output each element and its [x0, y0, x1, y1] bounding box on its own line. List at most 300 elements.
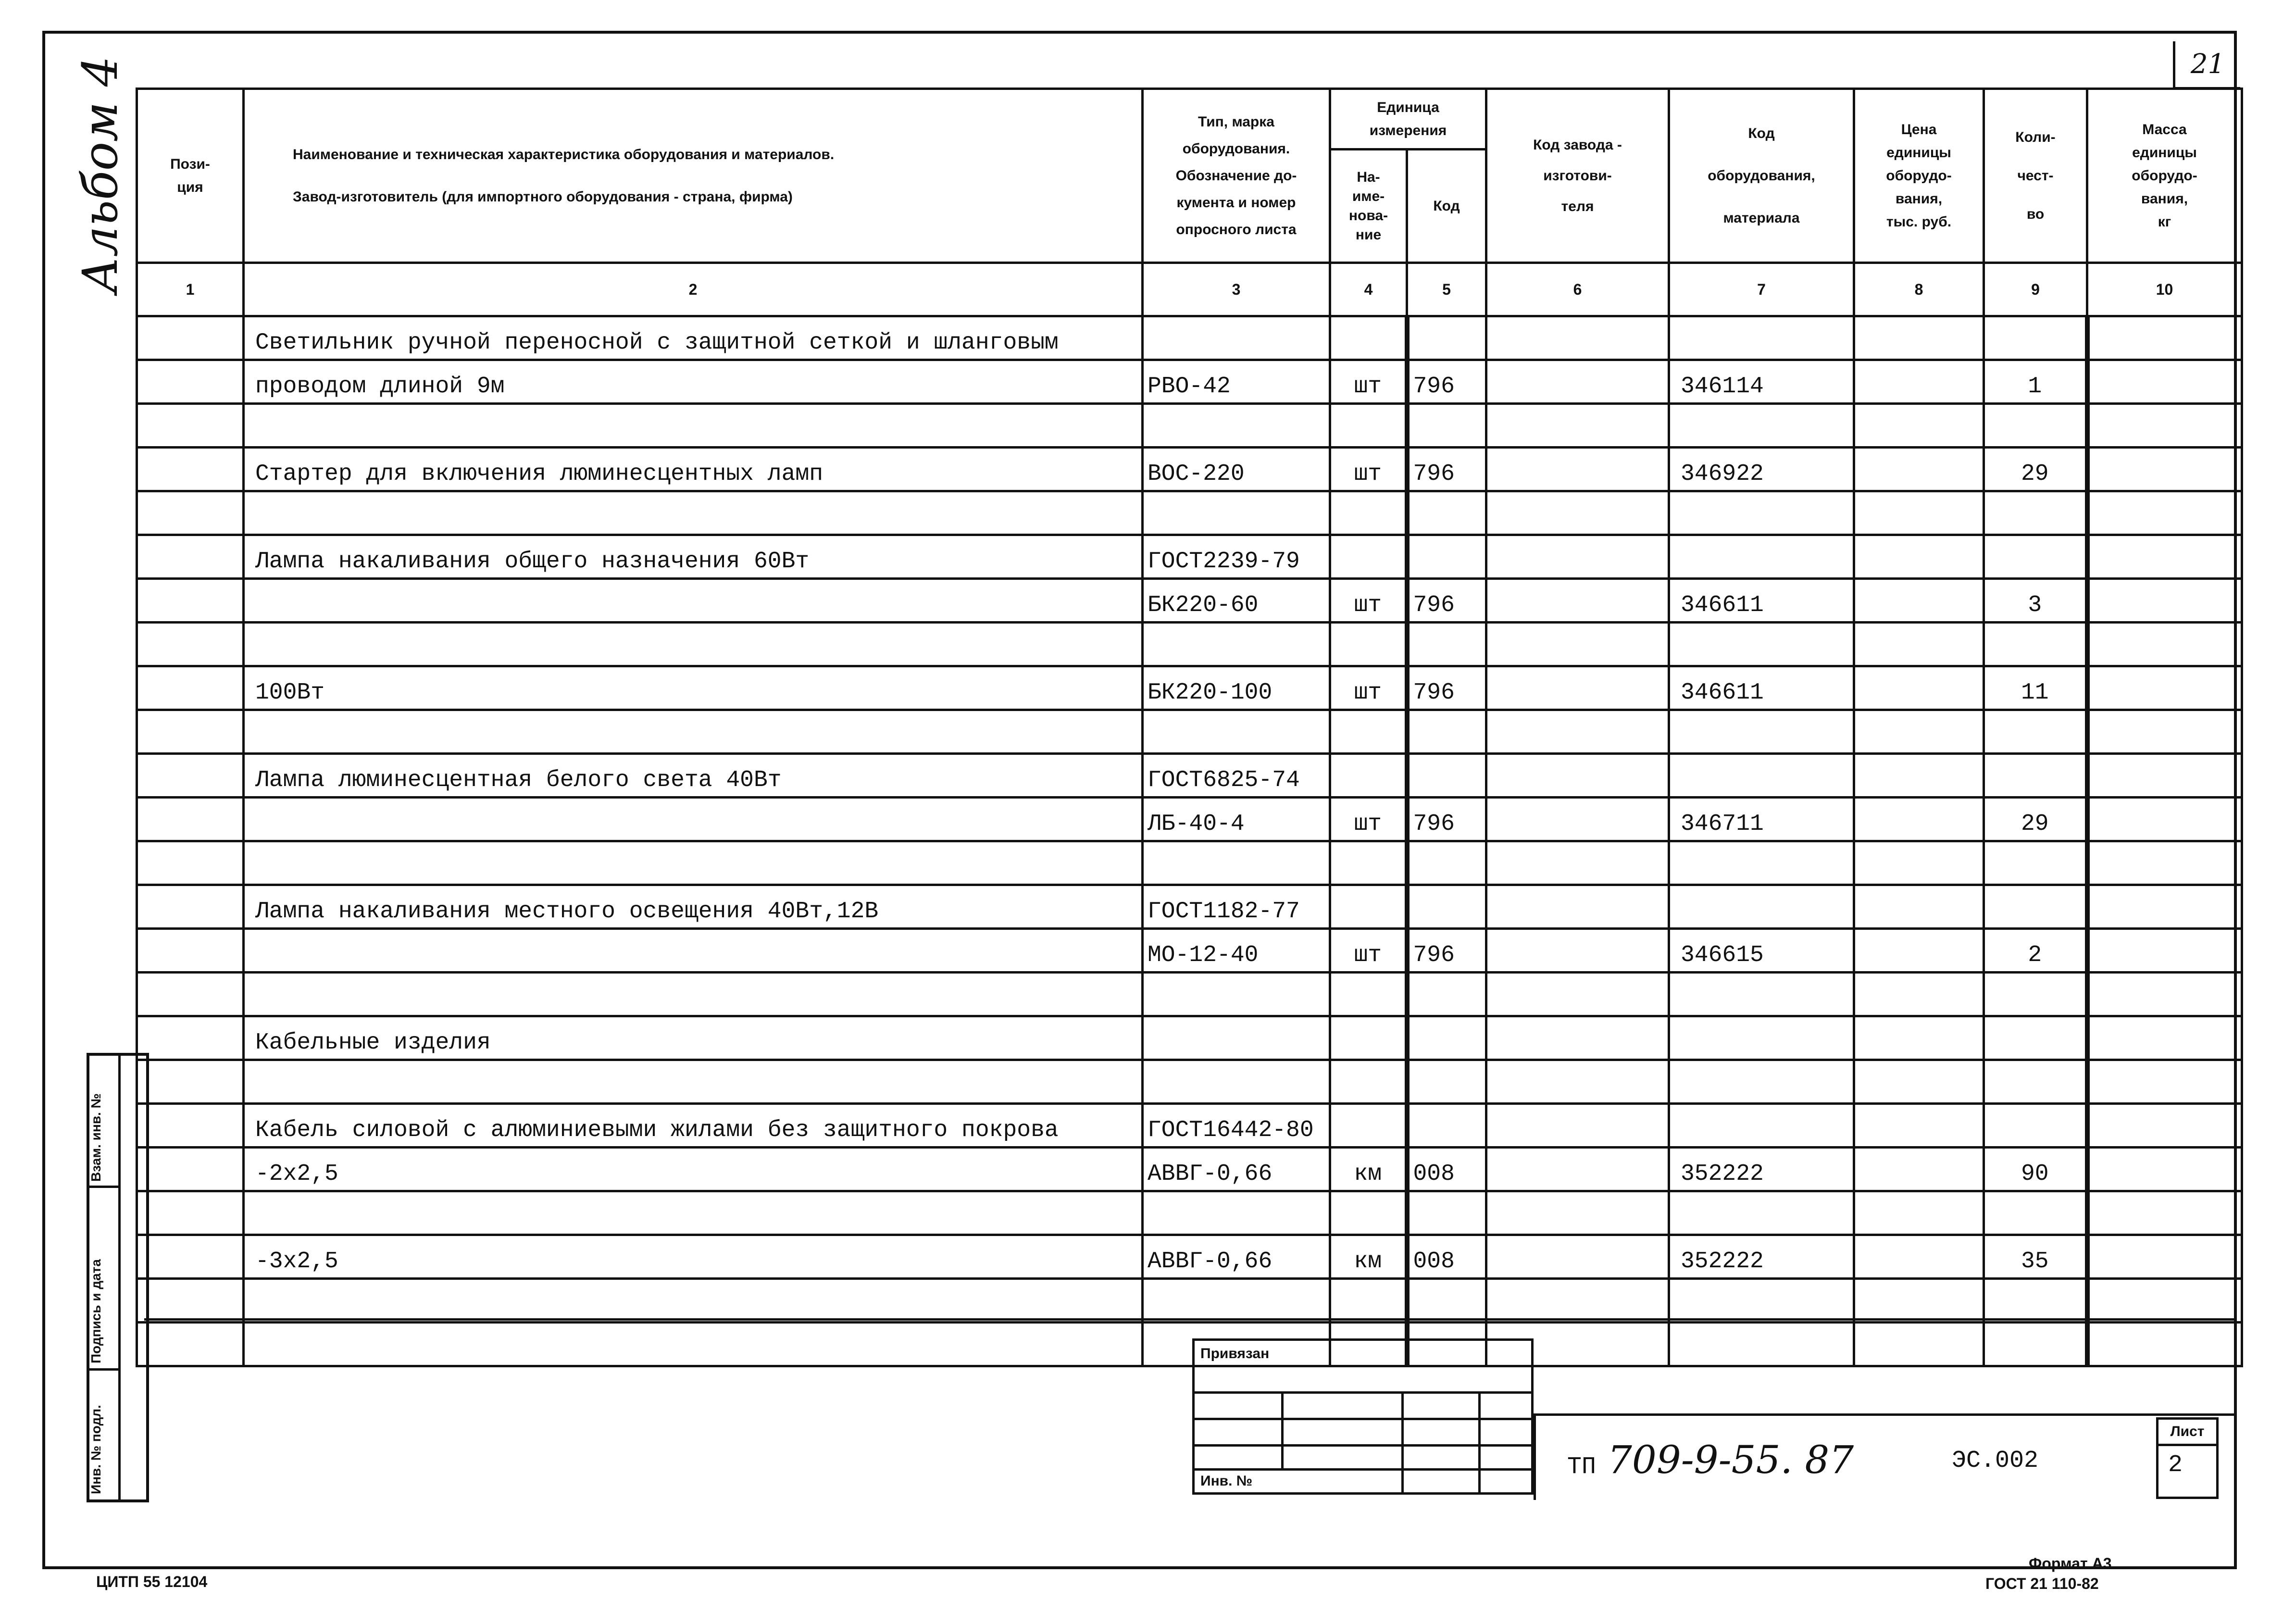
cell-qty: [1984, 1323, 2087, 1366]
sheet-number-box: [2156, 1417, 2219, 1499]
cell-name: [244, 798, 1143, 841]
cell-type: ВОС-220: [1143, 448, 1330, 491]
cell-empty: [1486, 1279, 1669, 1323]
cell-empty: [2087, 1191, 2242, 1235]
cell-code: 346611: [1669, 579, 1854, 623]
doc-suffix: ЭС.002: [1952, 1447, 2039, 1474]
cell-unit_code: 008: [1407, 1235, 1486, 1279]
cell-unit_code: [1407, 841, 1486, 885]
cell-empty: [1854, 666, 1984, 710]
cell-empty: [137, 448, 244, 491]
cell-empty: [2087, 1279, 2242, 1323]
cell-type: [1143, 1279, 1330, 1323]
cell-empty: [137, 885, 244, 929]
cell-empty: [1854, 1279, 1984, 1323]
cell-name: [244, 404, 1143, 448]
cell-empty: [1486, 579, 1669, 623]
header-mass: Масса единицы оборудо- вания, кг: [2087, 89, 2242, 263]
table-row: [137, 448, 2242, 491]
cell-code: [1669, 1104, 1854, 1148]
table-row: [137, 491, 2242, 535]
table-row: [137, 579, 2242, 623]
cell-empty: [1486, 535, 1669, 579]
cell-empty: [1854, 1235, 1984, 1279]
cell-empty: [2087, 798, 2242, 841]
cell-unit_code: 796: [1407, 448, 1486, 491]
stamp-vline: [1401, 1391, 1404, 1495]
cell-empty: [137, 360, 244, 404]
col-number: 2: [244, 263, 1143, 316]
cell-unit_code: 008: [1407, 1148, 1486, 1191]
cell-empty: [1854, 798, 1984, 841]
table-row: [137, 885, 2242, 929]
cell-empty: [1486, 404, 1669, 448]
cell-unit_code: [1407, 973, 1486, 1016]
table-row: [137, 535, 2242, 579]
cell-qty: [1984, 623, 2087, 666]
vzam-label: Взам. инв. №: [88, 1093, 103, 1182]
cell-name: Светильник ручной переносной с защитной сеткой и шланговым: [244, 316, 1143, 360]
cell-unit_code: [1407, 710, 1486, 754]
cell-empty: [2087, 623, 2242, 666]
cell-empty: [1854, 1060, 1984, 1104]
cell-code: 346711: [1669, 798, 1854, 841]
cell-name: Стартер для включения люминесцентных ламп: [244, 448, 1143, 491]
side-approval-strip: [87, 1053, 149, 1502]
inv-no-label: Инв. №: [1200, 1473, 1253, 1489]
cell-type: БК220-100: [1143, 666, 1330, 710]
stamp-line: [1195, 1418, 1531, 1420]
cell-unit_code: 796: [1407, 579, 1486, 623]
cell-empty: [137, 1279, 244, 1323]
cell-empty: [1486, 1235, 1669, 1279]
cell-code: [1669, 973, 1854, 1016]
cell-empty: [1486, 666, 1669, 710]
strip-divider: [118, 1056, 121, 1499]
table-row: [137, 973, 2242, 1016]
cell-empty: [1486, 1191, 1669, 1235]
cell-name: -3х2,5: [244, 1235, 1143, 1279]
cell-code: [1669, 754, 1854, 798]
cell-code: [1669, 1016, 1854, 1060]
col-number: 10: [2087, 263, 2242, 316]
sheet-number: 2: [2168, 1451, 2183, 1479]
binding-stamp: [1192, 1338, 1534, 1495]
cell-empty: [137, 316, 244, 360]
cell-empty: [137, 798, 244, 841]
table-row: [137, 1104, 2242, 1148]
cell-empty: [137, 491, 244, 535]
cell-empty: [137, 666, 244, 710]
table-row: [137, 1060, 2242, 1104]
col-number: 6: [1486, 263, 1669, 316]
cell-type: ЛБ-40-4: [1143, 798, 1330, 841]
cell-empty: [2087, 1235, 2242, 1279]
cell-empty: [2087, 754, 2242, 798]
table-row: [137, 1016, 2242, 1060]
cell-name: [244, 973, 1143, 1016]
cell-name: Кабель силовой с алюминиевыми жилами без защитного покрова: [244, 1104, 1143, 1148]
column-numbers-row: [137, 263, 2242, 316]
cell-empty: [137, 404, 244, 448]
cell-empty: [137, 1060, 244, 1104]
cell-empty: [2087, 841, 2242, 885]
cell-code: 352222: [1669, 1148, 1854, 1191]
cell-empty: [2087, 1148, 2242, 1191]
cell-empty: [2087, 360, 2242, 404]
cell-unit_code: [1407, 404, 1486, 448]
cell-empty: [2087, 973, 2242, 1016]
cell-empty: [1854, 623, 1984, 666]
cell-empty: [2087, 316, 2242, 360]
cell-unit_code: [1407, 1191, 1486, 1235]
cell-unit: [1330, 491, 1407, 535]
cell-name: Лампа накаливания общего назначения 60Вт: [244, 535, 1143, 579]
cell-name: Лампа накаливания местного освещения 40Вт,12В: [244, 885, 1143, 929]
table-bottom-rule: [144, 1318, 2235, 1321]
cell-empty: [137, 710, 244, 754]
cell-empty: [1854, 535, 1984, 579]
cell-empty: [137, 1148, 244, 1191]
cell-empty: [1854, 885, 1984, 929]
footer-gost: ГОСТ 21 110-82: [1985, 1575, 2099, 1592]
cell-empty: [1486, 360, 1669, 404]
table-row: [137, 710, 2242, 754]
cell-empty: [1854, 929, 1984, 973]
cell-type: ГОСТ6825-74: [1143, 754, 1330, 798]
cell-qty: [1984, 535, 2087, 579]
cell-empty: [1486, 754, 1669, 798]
podpis-label: Подпись и дата: [88, 1259, 103, 1363]
inv-podl-label: Инв. № подл.: [88, 1405, 103, 1494]
table-row: [137, 1235, 2242, 1279]
cell-empty: [1854, 448, 1984, 491]
cell-unit: [1330, 404, 1407, 448]
cell-empty: [137, 1323, 244, 1366]
cell-empty: [1486, 1060, 1669, 1104]
cell-code: 346611: [1669, 666, 1854, 710]
cell-name: [244, 841, 1143, 885]
cell-qty: [1984, 710, 2087, 754]
cell-unit_code: [1407, 491, 1486, 535]
cell-code: [1669, 1279, 1854, 1323]
cell-name: Лампа люминесцентная белого света 40Вт: [244, 754, 1143, 798]
stamp-line: [1195, 1444, 1531, 1447]
cell-unit: [1330, 535, 1407, 579]
cell-qty: 11: [1984, 666, 2087, 710]
cell-qty: 1: [1984, 360, 2087, 404]
cell-unit: [1330, 1104, 1407, 1148]
cell-code: [1669, 1060, 1854, 1104]
cell-empty: [137, 973, 244, 1016]
cell-empty: [1854, 841, 1984, 885]
cell-empty: [1486, 448, 1669, 491]
header-unit-name: На- име- нова- ние: [1330, 150, 1407, 263]
cell-code: [1669, 623, 1854, 666]
cell-unit: шт: [1330, 448, 1407, 491]
header-position: Пози- ция: [137, 89, 244, 263]
cell-empty: [2087, 579, 2242, 623]
cell-empty: [1486, 841, 1669, 885]
cell-type: ГОСТ16442-80: [1143, 1104, 1330, 1148]
cell-type: [1143, 491, 1330, 535]
cell-unit_code: 796: [1407, 666, 1486, 710]
cell-unit: [1330, 754, 1407, 798]
cell-empty: [1486, 491, 1669, 535]
cell-empty: [1486, 885, 1669, 929]
cell-empty: [137, 1235, 244, 1279]
cell-code: [1669, 710, 1854, 754]
cell-unit_code: [1407, 885, 1486, 929]
stamp-line: [1195, 1468, 1531, 1471]
cell-type: [1143, 1016, 1330, 1060]
cell-unit: [1330, 710, 1407, 754]
cell-unit_code: [1407, 1279, 1486, 1323]
footer-format: Формат А3: [2029, 1555, 2112, 1572]
col-number: 1: [137, 263, 244, 316]
cell-code: [1669, 491, 1854, 535]
cell-type: РВО-42: [1143, 360, 1330, 404]
cell-name: [244, 579, 1143, 623]
cell-empty: [137, 841, 244, 885]
cell-empty: [2087, 491, 2242, 535]
cell-unit: шт: [1330, 798, 1407, 841]
cell-empty: [1854, 710, 1984, 754]
cell-empty: [137, 623, 244, 666]
cell-type: [1143, 1060, 1330, 1104]
cell-empty: [2087, 448, 2242, 491]
cell-empty: [1486, 1104, 1669, 1148]
cell-unit: шт: [1330, 929, 1407, 973]
cell-unit: [1330, 316, 1407, 360]
cell-qty: [1984, 404, 2087, 448]
stamp-vline: [1478, 1391, 1481, 1495]
table-row: [137, 316, 2242, 360]
cell-name: [244, 623, 1143, 666]
cell-empty: [1854, 316, 1984, 360]
header-price: Цена единицы оборудо- вания, тыс. руб.: [1854, 89, 1984, 263]
cell-code: [1669, 404, 1854, 448]
cell-empty: [1486, 623, 1669, 666]
cell-type: ГОСТ2239-79: [1143, 535, 1330, 579]
sheet-label: Лист: [2158, 1420, 2216, 1446]
cell-code: 346114: [1669, 360, 1854, 404]
cell-qty: [1984, 1104, 2087, 1148]
cell-type: АВВГ-0,66: [1143, 1235, 1330, 1279]
cell-empty: [1486, 798, 1669, 841]
col-number: 3: [1143, 263, 1330, 316]
cell-unit: [1330, 1279, 1407, 1323]
cell-unit: [1330, 1191, 1407, 1235]
document-code: [1567, 1437, 1854, 1482]
cell-type: [1143, 1191, 1330, 1235]
cell-empty: [2087, 1016, 2242, 1060]
cell-qty: [1984, 754, 2087, 798]
title-rule: [1534, 1413, 2235, 1416]
table-row: [137, 666, 2242, 710]
cell-type: [1143, 316, 1330, 360]
cell-empty: [2087, 929, 2242, 973]
cell-qty: 35: [1984, 1235, 2087, 1279]
cell-empty: [2087, 885, 2242, 929]
cell-code: 352222: [1669, 1235, 1854, 1279]
cell-unit_code: [1407, 1060, 1486, 1104]
cell-unit: шт: [1330, 360, 1407, 404]
cell-empty: [1854, 579, 1984, 623]
table-row: [137, 360, 2242, 404]
title-rule: [1534, 1413, 1536, 1500]
cell-code: [1669, 316, 1854, 360]
stamp-line: [1195, 1391, 1531, 1394]
cell-type: [1143, 623, 1330, 666]
cell-type: [1143, 973, 1330, 1016]
col-number: 7: [1669, 263, 1854, 316]
cell-name: [244, 929, 1143, 973]
cell-unit_code: 796: [1407, 929, 1486, 973]
doc-number: 709-9-55. 87: [1608, 1437, 1854, 1482]
cell-empty: [1486, 973, 1669, 1016]
cell-name: [244, 1279, 1143, 1323]
header-unit-code: Код: [1407, 150, 1486, 263]
cell-unit: [1330, 841, 1407, 885]
cell-empty: [1854, 1323, 1984, 1366]
cell-qty: [1984, 1016, 2087, 1060]
cell-empty: [2087, 1323, 2242, 1366]
cell-empty: [1854, 404, 1984, 448]
cell-empty: [1854, 491, 1984, 535]
cell-qty: [1984, 1279, 2087, 1323]
specification-table: [136, 87, 2243, 1367]
cell-unit_code: 796: [1407, 798, 1486, 841]
cell-code: [1669, 1191, 1854, 1235]
header-equipment-code: Код оборудования, материала: [1669, 89, 1854, 263]
cell-qty: [1984, 1060, 2087, 1104]
header-manufacturer-code: Код завода - изготови- теля: [1486, 89, 1669, 263]
cell-code: 346615: [1669, 929, 1854, 973]
cell-qty: 3: [1984, 579, 2087, 623]
cell-unit_code: 796: [1407, 360, 1486, 404]
cell-empty: [2087, 710, 2242, 754]
cell-qty: [1984, 491, 2087, 535]
cell-qty: [1984, 316, 2087, 360]
cell-qty: [1984, 1191, 2087, 1235]
cell-unit_code: [1407, 535, 1486, 579]
table-row: [137, 1148, 2242, 1191]
cell-unit: [1330, 973, 1407, 1016]
cell-code: 346922: [1669, 448, 1854, 491]
footer-left: ЦИТП 55 12104: [96, 1573, 208, 1590]
cell-qty: 2: [1984, 929, 2087, 973]
cell-unit: [1330, 885, 1407, 929]
cell-code: [1669, 1323, 1854, 1366]
table-row: [137, 798, 2242, 841]
sheet-corner-number: 21: [2173, 41, 2240, 89]
vzam-cell: [89, 1056, 118, 1188]
col-number: 8: [1854, 263, 1984, 316]
header-name: Наименование и техническая характеристика оборудования и материалов. Завод-изготовитель (для импортного оборудования - страна, фирма): [244, 89, 1143, 263]
cell-empty: [1854, 1148, 1984, 1191]
table-row: [137, 754, 2242, 798]
cell-type: ГОСТ1182-77: [1143, 885, 1330, 929]
cell-unit: [1330, 1016, 1407, 1060]
table-row: [137, 929, 2242, 973]
cell-empty: [1486, 316, 1669, 360]
cell-empty: [137, 1104, 244, 1148]
cell-empty: [137, 929, 244, 973]
cell-type: АВВГ-0,66: [1143, 1148, 1330, 1191]
table-row: [137, 1191, 2242, 1235]
cell-empty: [1854, 754, 1984, 798]
cell-empty: [137, 754, 244, 798]
cell-name: [244, 491, 1143, 535]
cell-unit: шт: [1330, 666, 1407, 710]
cell-unit: шт: [1330, 579, 1407, 623]
cell-type: [1143, 841, 1330, 885]
cell-unit_code: [1407, 316, 1486, 360]
cell-empty: [1486, 710, 1669, 754]
cell-unit_code: [1407, 1104, 1486, 1148]
cell-empty: [137, 535, 244, 579]
cell-name: 100Вт: [244, 666, 1143, 710]
cell-type: МО-12-40: [1143, 929, 1330, 973]
cell-type: [1143, 404, 1330, 448]
col-number: 5: [1407, 263, 1486, 316]
cell-unit: [1330, 1060, 1407, 1104]
cell-empty: [2087, 535, 2242, 579]
stamp-vline: [1281, 1391, 1284, 1468]
inv-podl-cell: [89, 1368, 118, 1499]
header-quantity: Коли- чест- во: [1984, 89, 2087, 263]
cell-code: [1669, 535, 1854, 579]
album-label: Альбом 4: [72, 56, 128, 293]
cell-empty: [1854, 360, 1984, 404]
cell-empty: [1486, 1148, 1669, 1191]
privyazan-label: Привязан: [1200, 1346, 1270, 1362]
cell-unit_code: [1407, 754, 1486, 798]
cell-qty: [1984, 841, 2087, 885]
cell-name: [244, 1191, 1143, 1235]
cell-empty: [1854, 1191, 1984, 1235]
cell-qty: 90: [1984, 1148, 2087, 1191]
cell-qty: 29: [1984, 448, 2087, 491]
cell-unit: [1330, 623, 1407, 666]
cell-unit: км: [1330, 1235, 1407, 1279]
podpis-cell: [89, 1186, 118, 1371]
table-row: [137, 1279, 2242, 1323]
cell-code: [1669, 885, 1854, 929]
col-number: 9: [1984, 263, 2087, 316]
cell-unit_code: [1407, 1016, 1486, 1060]
cell-unit_code: [1407, 623, 1486, 666]
cell-name: [244, 710, 1143, 754]
cell-qty: 29: [1984, 798, 2087, 841]
cell-empty: [1854, 1016, 1984, 1060]
cell-type: [1143, 710, 1330, 754]
cell-name: проводом длиной 9м: [244, 360, 1143, 404]
table-row: [137, 841, 2242, 885]
cell-name: [244, 1323, 1143, 1366]
cell-empty: [2087, 666, 2242, 710]
cell-empty: [1854, 1104, 1984, 1148]
doc-prefix: ТП: [1567, 1453, 1597, 1481]
cell-empty: [1486, 1016, 1669, 1060]
table-row: [137, 623, 2242, 666]
header-unit-group: Единица измерения: [1330, 89, 1486, 150]
table-row: [137, 404, 2242, 448]
cell-empty: [137, 1191, 244, 1235]
cell-empty: [137, 579, 244, 623]
cell-empty: [2087, 1060, 2242, 1104]
